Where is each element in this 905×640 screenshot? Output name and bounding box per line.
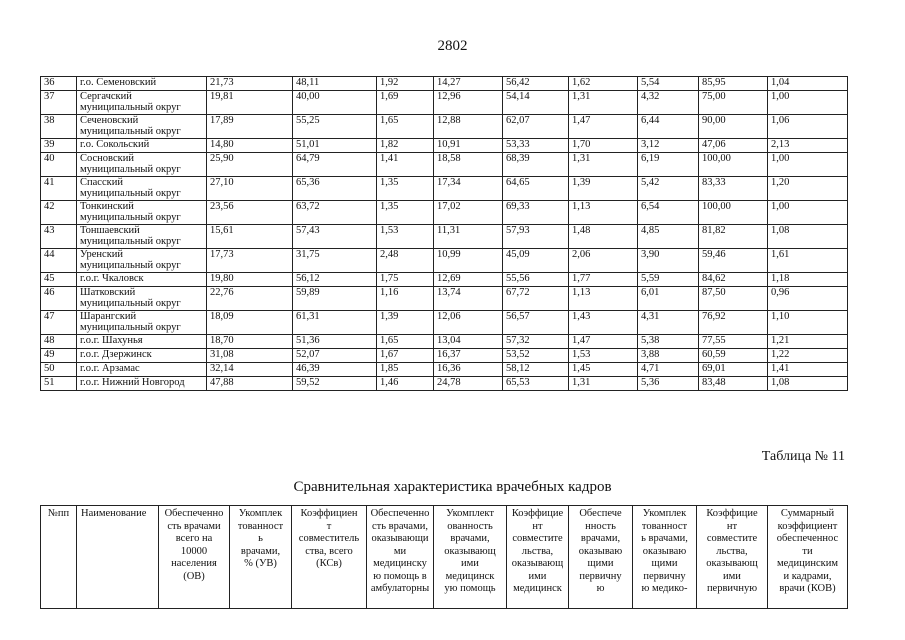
value-cell: 1,18 [768,273,848,287]
value-cell: 11,31 [434,225,503,249]
table-row [41,201,848,225]
table-row [41,349,848,363]
value-cell: 1,53 [377,225,434,249]
value-cell: 75,00 [699,91,768,115]
value-cell: 1,13 [569,287,638,311]
value-cell: 1,45 [569,363,638,377]
value-cell: 59,46 [699,249,768,273]
value-cell: 1,06 [768,115,848,139]
header-cell: Наименование [77,506,159,609]
value-cell: 1,31 [569,153,638,177]
row-number-cell: 47 [41,311,77,335]
value-cell: 1,00 [768,201,848,225]
value-cell: 31,08 [207,349,293,363]
value-cell: 6,44 [638,115,699,139]
row-number-cell: 41 [41,177,77,201]
table-row [41,377,848,391]
value-cell: 4,85 [638,225,699,249]
value-cell: 51,36 [293,335,377,349]
value-cell: 53,33 [503,139,569,153]
table-row [41,153,848,177]
value-cell: 13,74 [434,287,503,311]
value-cell: 16,37 [434,349,503,363]
value-cell: 15,61 [207,225,293,249]
district-name-cell: г.о.г. Шахунья [77,335,207,349]
header-cell: Обеспеченно сть врачами всего на 10000 населения (ОВ) [159,506,230,609]
value-cell: 57,93 [503,225,569,249]
value-cell: 10,99 [434,249,503,273]
value-cell: 21,73 [207,77,293,91]
value-cell: 12,96 [434,91,503,115]
row-number-cell: 36 [41,77,77,91]
value-cell: 16,36 [434,363,503,377]
district-name-cell: г.о.г. Чкаловск [77,273,207,287]
header-cell: Укомплект ованность врачами, оказывающ ими медицинск ую помощь [434,506,507,609]
district-name-cell: г.о.г. Дзержинск [77,349,207,363]
table-row [41,177,848,201]
value-cell: 87,50 [699,287,768,311]
value-cell: 5,42 [638,177,699,201]
value-cell: 77,55 [699,335,768,349]
district-name-cell: г.о. Сокольский [77,139,207,153]
row-number-cell: 40 [41,153,77,177]
district-name-cell: Сергачский муниципальный округ [77,91,207,115]
value-cell: 25,90 [207,153,293,177]
value-cell: 76,92 [699,311,768,335]
district-name-cell: г.о.г. Арзамас [77,363,207,377]
value-cell: 65,53 [503,377,569,391]
value-cell: 19,80 [207,273,293,287]
value-cell: 65,36 [293,177,377,201]
value-cell: 100,00 [699,153,768,177]
comparison-table-header [40,505,848,609]
value-cell: 6,01 [638,287,699,311]
value-cell: 4,31 [638,311,699,335]
value-cell: 1,10 [768,311,848,335]
table-row [41,115,848,139]
value-cell: 1,47 [569,335,638,349]
value-cell: 56,12 [293,273,377,287]
value-cell: 2,48 [377,249,434,273]
value-cell: 55,25 [293,115,377,139]
value-cell: 90,00 [699,115,768,139]
value-cell: 1,82 [377,139,434,153]
value-cell: 31,75 [293,249,377,273]
value-cell: 1,08 [768,225,848,249]
district-name-cell: Тонкинский муниципальный округ [77,201,207,225]
value-cell: 1,47 [569,115,638,139]
table-row [41,273,848,287]
table-caption: Таблица № 11 [761,449,845,464]
value-cell: 47,06 [699,139,768,153]
value-cell: 85,95 [699,77,768,91]
value-cell: 1,53 [569,349,638,363]
value-cell: 6,19 [638,153,699,177]
value-cell: 17,34 [434,177,503,201]
header-cell: №пп [41,506,77,609]
header-cell: Обеспеченно сть врачами, оказывающи ми медицинску ю помощь в амбулаторны [367,506,434,609]
district-name-cell: Спасский муниципальный округ [77,177,207,201]
value-cell: 24,78 [434,377,503,391]
value-cell: 63,72 [293,201,377,225]
value-cell: 3,12 [638,139,699,153]
value-cell: 5,36 [638,377,699,391]
value-cell: 13,04 [434,335,503,349]
district-name-cell: г.о.г. Нижний Новгород [77,377,207,391]
value-cell: 18,70 [207,335,293,349]
value-cell: 1,08 [768,377,848,391]
value-cell: 64,79 [293,153,377,177]
value-cell: 1,04 [768,77,848,91]
district-name-cell: Сосновский муниципальный округ [77,153,207,177]
value-cell: 58,12 [503,363,569,377]
value-cell: 1,16 [377,287,434,311]
value-cell: 83,48 [699,377,768,391]
value-cell: 81,82 [699,225,768,249]
value-cell: 62,07 [503,115,569,139]
value-cell: 1,46 [377,377,434,391]
row-number-cell: 46 [41,287,77,311]
header-cell: Коэффицие нт совместите льства, оказывающ ими первичную [697,506,768,609]
value-cell: 1,20 [768,177,848,201]
value-cell: 1,00 [768,153,848,177]
value-cell: 1,13 [569,201,638,225]
value-cell: 57,32 [503,335,569,349]
value-cell: 40,00 [293,91,377,115]
value-cell: 1,39 [569,177,638,201]
value-cell: 1,21 [768,335,848,349]
table-row [41,311,848,335]
value-cell: 3,88 [638,349,699,363]
value-cell: 1,92 [377,77,434,91]
value-cell: 17,73 [207,249,293,273]
value-cell: 100,00 [699,201,768,225]
value-cell: 67,72 [503,287,569,311]
table-row [41,287,848,311]
header-cell: Суммарный коэффициент обеспеченнос ти медицинским и кадрами, врачи (КОВ) [768,506,848,609]
value-cell: 0,96 [768,287,848,311]
value-cell: 45,09 [503,249,569,273]
value-cell: 5,59 [638,273,699,287]
header-cell: Укомплек тованност ь врачами, оказываю щими первичну ю медико- [633,506,697,609]
value-cell: 64,65 [503,177,569,201]
row-number-cell: 50 [41,363,77,377]
header-cell: Коэффициен т совместитель ства, всего (КСв) [292,506,367,609]
value-cell: 1,31 [569,377,638,391]
value-cell: 10,91 [434,139,503,153]
table-row [41,77,848,91]
value-cell: 1,62 [569,77,638,91]
value-cell: 6,54 [638,201,699,225]
value-cell: 56,42 [503,77,569,91]
districts-table [40,76,848,391]
value-cell: 53,52 [503,349,569,363]
district-name-cell: Уренский муниципальный округ [77,249,207,273]
header-cell: Обеспече нность врачами, оказываю щими первичну ю [569,506,633,609]
value-cell: 32,14 [207,363,293,377]
value-cell: 47,88 [207,377,293,391]
row-number-cell: 42 [41,201,77,225]
value-cell: 1,75 [377,273,434,287]
district-name-cell: Шарангский муниципальный округ [77,311,207,335]
value-cell: 54,14 [503,91,569,115]
value-cell: 51,01 [293,139,377,153]
value-cell: 1,61 [768,249,848,273]
value-cell: 1,00 [768,91,848,115]
row-number-cell: 44 [41,249,77,273]
district-name-cell: г.о. Семеновский [77,77,207,91]
table-row [41,139,848,153]
row-number-cell: 45 [41,273,77,287]
row-number-cell: 39 [41,139,77,153]
row-number-cell: 49 [41,349,77,363]
table-row [41,225,848,249]
value-cell: 19,81 [207,91,293,115]
value-cell: 83,33 [699,177,768,201]
value-cell: 57,43 [293,225,377,249]
table-row [41,363,848,377]
value-cell: 2,06 [569,249,638,273]
value-cell: 46,39 [293,363,377,377]
value-cell: 2,13 [768,139,848,153]
value-cell: 18,09 [207,311,293,335]
table-title: Сравнительная характеристика врачебных кадров [293,479,612,495]
row-number-cell: 38 [41,115,77,139]
table-row [41,91,848,115]
value-cell: 1,31 [569,91,638,115]
value-cell: 69,33 [503,201,569,225]
value-cell: 1,67 [377,349,434,363]
value-cell: 14,80 [207,139,293,153]
district-name-cell: Сеченовский муниципальный округ [77,115,207,139]
value-cell: 1,22 [768,349,848,363]
value-cell: 4,32 [638,91,699,115]
value-cell: 17,89 [207,115,293,139]
value-cell: 18,58 [434,153,503,177]
value-cell: 1,43 [569,311,638,335]
row-number-cell: 37 [41,91,77,115]
value-cell: 59,52 [293,377,377,391]
value-cell: 5,54 [638,77,699,91]
value-cell: 17,02 [434,201,503,225]
page-number: 2802 [437,38,468,54]
value-cell: 23,56 [207,201,293,225]
value-cell: 48,11 [293,77,377,91]
value-cell: 1,41 [377,153,434,177]
value-cell: 59,89 [293,287,377,311]
value-cell: 12,69 [434,273,503,287]
value-cell: 68,39 [503,153,569,177]
value-cell: 12,88 [434,115,503,139]
value-cell: 56,57 [503,311,569,335]
value-cell: 1,85 [377,363,434,377]
value-cell: 55,56 [503,273,569,287]
value-cell: 12,06 [434,311,503,335]
value-cell: 69,01 [699,363,768,377]
value-cell: 1,69 [377,91,434,115]
value-cell: 1,65 [377,115,434,139]
value-cell: 1,41 [768,363,848,377]
row-number-cell: 43 [41,225,77,249]
value-cell: 1,39 [377,311,434,335]
value-cell: 27,10 [207,177,293,201]
header-cell: Коэффицие нт совместите льства, оказывающ ими медицинск [507,506,569,609]
header-cell: Укомплек тованност ь врачами, % (УВ) [230,506,292,609]
value-cell: 84,62 [699,273,768,287]
value-cell: 1,48 [569,225,638,249]
row-number-cell: 48 [41,335,77,349]
value-cell: 1,35 [377,201,434,225]
row-number-cell: 51 [41,377,77,391]
table-row [41,249,848,273]
table-row [41,335,848,349]
value-cell: 5,38 [638,335,699,349]
value-cell: 1,65 [377,335,434,349]
value-cell: 52,07 [293,349,377,363]
value-cell: 1,70 [569,139,638,153]
value-cell: 22,76 [207,287,293,311]
value-cell: 1,77 [569,273,638,287]
value-cell: 1,35 [377,177,434,201]
district-name-cell: Шатковский муниципальный округ [77,287,207,311]
value-cell: 3,90 [638,249,699,273]
district-name-cell: Тоншаевский муниципальный округ [77,225,207,249]
value-cell: 61,31 [293,311,377,335]
value-cell: 4,71 [638,363,699,377]
value-cell: 14,27 [434,77,503,91]
value-cell: 60,59 [699,349,768,363]
